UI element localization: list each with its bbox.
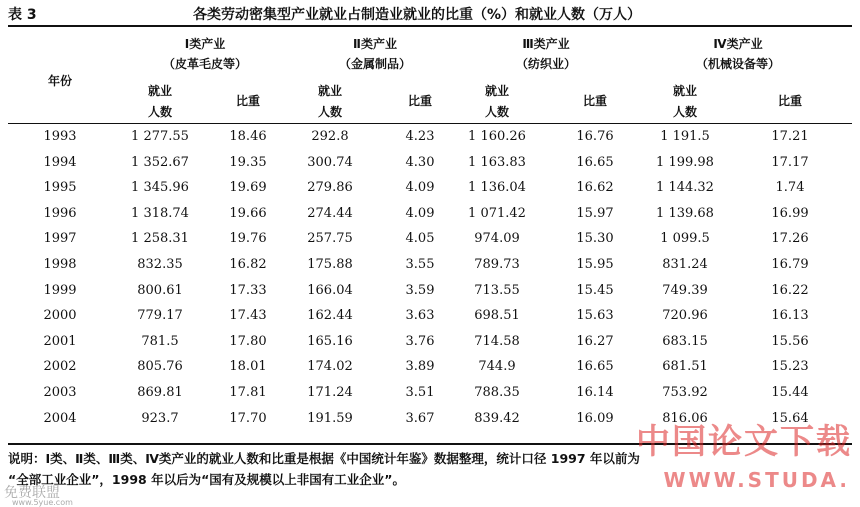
share-header: 比重	[582, 94, 607, 108]
share-cell: 17.17	[771, 154, 809, 170]
share-cell: 19.76	[229, 231, 267, 247]
employment-header-line2: 人数	[484, 105, 509, 119]
employment-cell: 832.35	[137, 257, 183, 272]
share-cell: 15.56	[771, 333, 809, 349]
year-cell: 1997	[43, 231, 77, 247]
share-cell: 3.76	[405, 333, 435, 349]
watermark-cn: 中国论文下载	[636, 422, 852, 462]
share-cell: 16.82	[229, 257, 267, 272]
employment-cell: 162.44	[307, 308, 353, 324]
table-title: 各类劳动密集型产业就业占制造业就业的比重（%）和就业人数（万人）	[193, 7, 642, 23]
employment-header-line2: 人数	[147, 105, 172, 119]
share-cell: 16.65	[576, 359, 614, 375]
group-header-name: Ⅰ类产业	[184, 37, 226, 51]
employment-cell: 300.74	[307, 154, 353, 170]
share-cell: 17.70	[229, 410, 267, 426]
year-cell: 1998	[43, 257, 77, 272]
share-cell: 4.23	[405, 129, 435, 144]
year-cell: 2003	[43, 385, 77, 400]
employment-cell: 744.9	[478, 359, 516, 375]
share-cell: 16.13	[771, 308, 809, 324]
note-line-2: “全部工业企业”，1998 年以后为“国有及规模以上非国有工业企业”。	[8, 472, 406, 487]
employment-cell: 698.51	[474, 308, 520, 324]
employment-cell: 713.55	[474, 282, 520, 298]
employment-cell: 683.15	[662, 333, 708, 349]
employment-cell: 805.76	[137, 359, 183, 375]
employment-cell: 279.86	[307, 180, 353, 196]
employment-cell: 788.35	[474, 385, 520, 400]
share-cell: 4.09	[405, 205, 435, 221]
table-title-row	[8, 4, 852, 24]
employment-cell: 1 139.68	[656, 205, 714, 221]
group-header-sub: （机械设备等）	[695, 57, 780, 71]
share-cell: 16.14	[576, 385, 614, 400]
share-cell: 3.55	[405, 257, 435, 272]
share-cell: 16.65	[576, 154, 614, 170]
share-header: 比重	[235, 94, 260, 108]
share-cell: 3.67	[405, 410, 435, 426]
share-cell: 3.89	[405, 359, 435, 375]
employment-cell: 174.02	[307, 359, 353, 375]
year-cell: 1994	[43, 154, 77, 170]
share-cell: 15.97	[576, 205, 614, 221]
employment-cell: 191.59	[307, 410, 353, 426]
share-cell: 17.21	[771, 129, 809, 144]
employment-cell: 839.42	[474, 410, 520, 426]
share-cell: 17.43	[229, 308, 267, 324]
share-cell: 19.69	[229, 180, 267, 196]
share-cell: 17.33	[229, 282, 267, 298]
share-cell: 16.79	[771, 257, 809, 272]
share-cell: 17.81	[229, 385, 267, 400]
table-header-rule	[8, 123, 852, 124]
table-label: 表 3	[8, 7, 37, 23]
share-cell: 15.23	[771, 359, 809, 375]
share-cell: 16.27	[576, 333, 614, 349]
employment-cell: 292.8	[311, 129, 349, 144]
share-cell: 15.95	[576, 257, 614, 272]
share-header: 比重	[407, 94, 432, 108]
share-cell: 18.46	[229, 129, 267, 144]
employment-cell: 1 191.5	[660, 129, 710, 144]
employment-cell: 1 144.32	[656, 180, 714, 196]
share-cell: 15.30	[576, 231, 614, 247]
share-cell: 19.35	[229, 154, 267, 170]
watermark-left	[4, 482, 73, 507]
share-cell: 16.99	[771, 205, 809, 221]
employment-header-line2: 人数	[317, 105, 342, 119]
year-cell: 1995	[43, 180, 77, 196]
employment-cell: 1 352.67	[131, 154, 189, 170]
employment-cell: 1 071.42	[468, 205, 526, 221]
share-cell: 15.45	[576, 282, 614, 298]
group-header-sub: （金属制品）	[338, 57, 411, 71]
employment-cell: 681.51	[662, 359, 708, 375]
employment-cell: 1 277.55	[131, 129, 189, 144]
share-cell: 16.62	[576, 180, 614, 196]
employment-cell: 166.04	[307, 282, 353, 298]
employment-cell: 720.96	[662, 308, 708, 324]
year-cell: 1999	[43, 282, 77, 298]
watermark-en: WWW.STUDA.	[663, 468, 850, 492]
employment-cell: 1 163.83	[468, 154, 526, 170]
share-cell: 15.64	[771, 410, 809, 426]
share-cell: 18.01	[229, 359, 267, 375]
employment-cell: 274.44	[307, 205, 353, 221]
share-cell: 3.51	[405, 385, 435, 400]
employment-cell: 923.7	[141, 410, 179, 426]
share-cell: 16.76	[576, 129, 614, 144]
employment-cell: 753.92	[662, 385, 708, 400]
year-cell: 2004	[43, 410, 77, 426]
year-cell: 1993	[43, 129, 77, 144]
employment-cell: 831.24	[662, 257, 708, 272]
employment-cell: 1 318.74	[131, 205, 189, 221]
share-cell: 4.30	[405, 154, 435, 170]
share-cell: 19.66	[229, 205, 267, 221]
employment-cell: 816.06	[662, 410, 708, 426]
employment-cell: 1 160.26	[468, 129, 526, 144]
employment-cell: 974.09	[474, 231, 520, 247]
share-cell: 15.63	[576, 308, 614, 324]
employment-cell: 781.5	[141, 333, 179, 349]
share-cell: 4.09	[405, 180, 435, 196]
share-cell: 3.63	[405, 308, 435, 324]
year-cell: 1996	[43, 205, 77, 221]
group-header-name: Ⅱ类产业	[353, 37, 397, 51]
table-top-rule	[8, 25, 852, 27]
note-line-1: 说明：Ⅰ类、Ⅱ类、Ⅲ类、Ⅳ类产业的就业人数和比重是根据《中国统计年鉴》数据整理，统计口径 1997 年以前为	[8, 451, 640, 466]
employment-header-line1: 就业	[672, 84, 697, 98]
employment-header-line1: 就业	[317, 84, 342, 98]
year-cell: 2000	[43, 308, 77, 324]
share-header: 比重	[777, 94, 802, 108]
group-header-name: Ⅲ类产业	[522, 37, 570, 51]
employment-header-line1: 就业	[484, 84, 509, 98]
watermark-left-url: www.5yue.com	[12, 498, 73, 507]
employment-cell: 165.16	[307, 333, 353, 349]
employment-cell: 1 099.5	[660, 231, 710, 247]
employment-cell: 749.39	[662, 282, 708, 298]
year-header: 年份	[47, 74, 72, 88]
year-cell: 2002	[43, 359, 77, 375]
group-header-sub: （皮革毛皮等）	[162, 57, 247, 71]
watermark-left-text: 免费联盟	[4, 485, 60, 501]
employment-cell: 789.73	[474, 257, 520, 272]
share-cell: 15.44	[771, 385, 809, 400]
employment-cell: 1 136.04	[468, 180, 526, 196]
share-cell: 16.22	[771, 282, 809, 298]
group-header-name: Ⅳ类产业	[713, 37, 763, 51]
employment-header-line1: 就业	[147, 84, 172, 98]
employment-cell: 171.24	[307, 385, 353, 400]
employment-cell: 800.61	[137, 282, 183, 298]
share-cell: 16.09	[576, 410, 614, 426]
group-header-sub: （纺织业）	[515, 57, 576, 71]
share-cell: 3.59	[405, 282, 435, 298]
employment-cell: 175.88	[307, 257, 353, 272]
employment-cell: 1 345.96	[131, 180, 189, 196]
employment-cell: 1 199.98	[656, 154, 714, 170]
employment-cell: 779.17	[137, 308, 183, 324]
share-cell: 17.26	[771, 231, 809, 247]
share-cell: 4.05	[405, 231, 435, 247]
share-cell: 1.74	[775, 180, 805, 196]
share-cell: 17.80	[229, 333, 267, 349]
employment-cell: 257.75	[307, 231, 353, 247]
employment-cell: 714.58	[474, 333, 520, 349]
employment-header-line2: 人数	[672, 105, 697, 119]
year-cell: 2001	[43, 333, 77, 349]
employment-cell: 869.81	[137, 385, 183, 400]
employment-cell: 1 258.31	[131, 231, 189, 247]
